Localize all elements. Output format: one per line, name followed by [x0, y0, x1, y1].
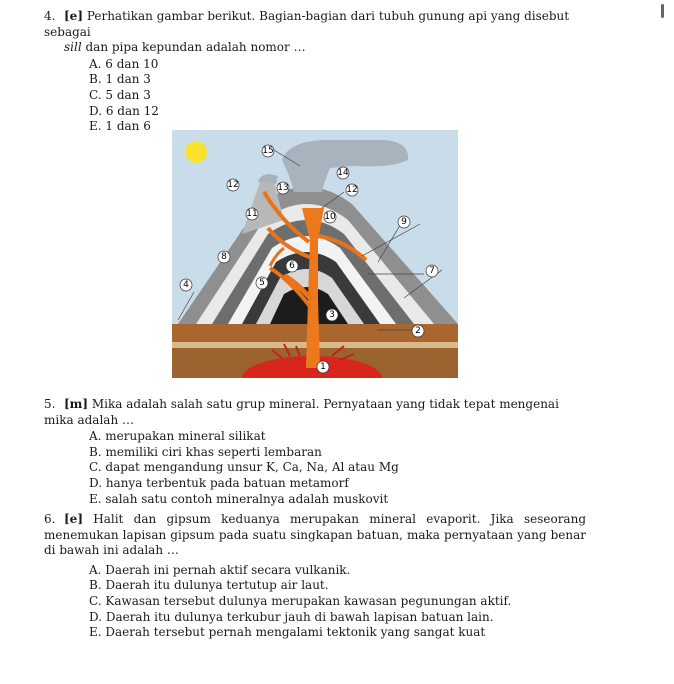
stem-text: Perhatikan gambar berikut. Bagian-bagian dari tubuh gunung api yang disebut sebagai — [44, 9, 570, 39]
label-13 — [277, 182, 289, 194]
question-6 — [44, 512, 586, 641]
label-7 — [426, 265, 438, 277]
svg-text:1: 1 — [320, 362, 326, 372]
label-8 — [218, 251, 230, 263]
svg-text:9: 9 — [401, 217, 407, 227]
question-number: 5. — [44, 397, 56, 411]
scrollbar[interactable] — [661, 4, 664, 18]
option-a[interactable]: A. merupakan mineral silikat — [89, 429, 266, 444]
stem-text: Mika adalah salah satu grup mineral. Pernyataan yang tidak tepat mengenai mika adalah … — [44, 397, 559, 427]
question-4-stem — [44, 9, 586, 56]
svg-text:10: 10 — [324, 212, 336, 222]
svg-text:12: 12 — [227, 180, 239, 190]
question-6-stem — [44, 512, 586, 559]
label-10 — [324, 211, 336, 223]
svg-text:5: 5 — [259, 278, 265, 288]
options-list — [89, 429, 586, 507]
option-a[interactable]: A. Daerah ini pernah aktif secara vulkanik. — [89, 562, 351, 577]
option-c[interactable]: C. dapat mengandung unsur K, Ca, Na, Al atau Mg — [89, 460, 399, 475]
question-number: 4. — [44, 9, 56, 23]
label-11 — [246, 208, 258, 220]
svg-text:7: 7 — [429, 266, 435, 276]
option-b[interactable]: B. Daerah itu dulunya tertutup air laut. — [89, 578, 329, 593]
volcano-figure — [172, 130, 458, 378]
label-12 — [346, 184, 358, 196]
svg-text:3: 3 — [329, 310, 335, 320]
option-b[interactable]: B. 1 dan 3 — [89, 72, 151, 87]
option-c[interactable]: C. Kawasan tersebut dulunya merupakan kawasan pegunungan aktif. — [89, 593, 512, 608]
question-4 — [44, 9, 586, 135]
label-15 — [262, 145, 274, 157]
label-2 — [412, 325, 424, 337]
label-4 — [180, 279, 192, 291]
sun — [185, 141, 207, 163]
option-b[interactable]: B. memiliki ciri khas seperti lembaran — [89, 444, 322, 459]
option-e[interactable]: E. salah satu contoh mineralnya adalah muskovit — [89, 491, 389, 506]
option-e[interactable]: E. Daerah tersebut pernah mengalami tektonik yang sangat kuat — [89, 625, 486, 640]
option-e[interactable]: E. 1 dan 6 — [89, 119, 151, 134]
question-5-stem — [44, 397, 586, 428]
label-6 — [286, 260, 298, 272]
stem-text: Halit dan gipsum keduanya merupakan mineral evaporit. Jika seseorang menemukan lapisan gipsum pada suatu singkapan batuan, maka pernyataan yang benar di bawah ini adalah … — [44, 512, 586, 558]
volcano-diagram — [172, 130, 458, 378]
difficulty-tag: [e] — [64, 9, 83, 23]
svg-text:15: 15 — [262, 146, 274, 156]
option-d[interactable]: D. hanya terbentuk pada batuan metamorf — [89, 475, 349, 490]
options-list — [89, 57, 586, 135]
label-9 — [398, 216, 410, 228]
svg-text:13: 13 — [277, 183, 289, 193]
label-12 — [227, 179, 239, 191]
label-5 — [256, 277, 268, 289]
svg-text:6: 6 — [289, 261, 295, 271]
difficulty-tag: [m] — [64, 397, 89, 411]
label-1 — [317, 361, 329, 373]
label-14 — [337, 167, 349, 179]
svg-text:12: 12 — [346, 185, 358, 195]
svg-text:4: 4 — [183, 280, 189, 290]
svg-text:8: 8 — [221, 252, 227, 262]
question-number: 6. — [44, 512, 56, 526]
stem-italic-term: sill — [64, 40, 82, 55]
difficulty-tag: [e] — [64, 512, 83, 526]
option-a[interactable]: A. 6 dan 10 — [89, 56, 159, 71]
option-d[interactable]: D. 6 dan 12 — [89, 103, 159, 118]
option-c[interactable]: C. 5 dan 3 — [89, 87, 151, 102]
svg-text:2: 2 — [415, 326, 421, 336]
option-d[interactable]: D. Daerah itu dulunya terkubur jauh di bawah lapisan batuan lain. — [89, 609, 494, 624]
svg-text:11: 11 — [246, 209, 258, 219]
label-3 — [326, 309, 338, 321]
svg-text:14: 14 — [337, 168, 349, 178]
stem-text: dan pipa kepundan adalah nomor … — [85, 40, 306, 55]
question-5 — [44, 397, 586, 507]
options-list — [89, 563, 586, 641]
